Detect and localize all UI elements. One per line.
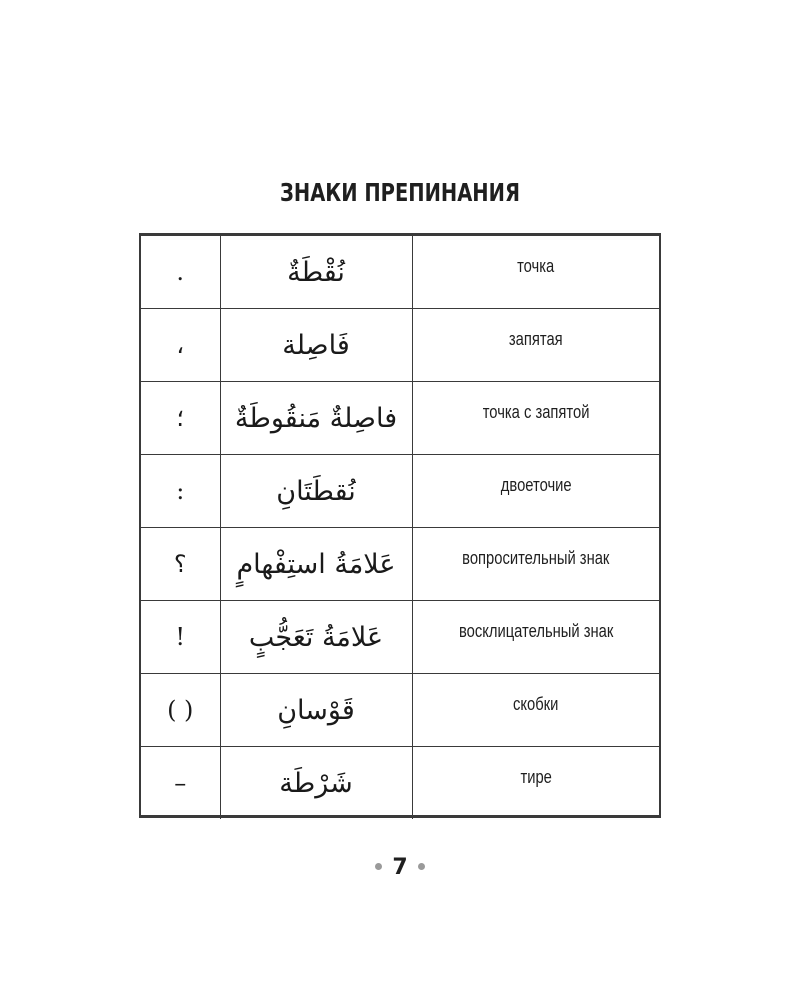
symbol-cell (141, 601, 220, 674)
symbol-cell (141, 236, 220, 309)
arabic-cell (220, 674, 412, 747)
arabic-term: قَوْسانِ (277, 694, 355, 726)
symbol-cell (141, 455, 220, 528)
punctuation-symbol: ، (176, 330, 185, 359)
russian-term: точка (517, 255, 555, 276)
russian-term: тире (520, 766, 552, 787)
table-row (141, 674, 659, 747)
russian-cell (412, 455, 659, 528)
bullet-dot-icon (418, 863, 425, 870)
arabic-term: نُقطَتَانِ (276, 475, 356, 507)
page-title: ЗНАКИ ПРЕПИНАНИЯ (280, 178, 520, 207)
russian-term: двоеточие (500, 474, 572, 495)
arabic-cell (220, 528, 412, 601)
page-number: 7 (392, 855, 408, 880)
russian-term: запятая (508, 328, 563, 349)
table-row (141, 747, 659, 820)
symbol-cell (141, 309, 220, 382)
table-row (141, 455, 659, 528)
russian-cell (412, 236, 659, 309)
arabic-term: فَاصِلة (282, 329, 350, 361)
arabic-cell (220, 601, 412, 674)
arabic-cell (220, 382, 412, 455)
punctuation-symbol: ؛ (176, 403, 185, 432)
punctuation-symbol: ؟ (173, 549, 187, 578)
russian-cell (412, 528, 659, 601)
table-row (141, 601, 659, 674)
table-row (141, 528, 659, 601)
symbol-cell (141, 674, 220, 747)
russian-term: точка с запятой (482, 401, 590, 422)
arabic-term: فاصِلةٌ مَنقُوطَةٌ (234, 402, 398, 434)
table-row (141, 309, 659, 382)
russian-cell (412, 747, 659, 820)
punctuation-symbol: ( ) (167, 695, 194, 724)
table-row (141, 382, 659, 455)
symbol-cell (141, 528, 220, 601)
russian-cell (412, 601, 659, 674)
punctuation-table (139, 233, 661, 818)
arabic-term: عَلامَةُ استِفْهامٍ (236, 548, 396, 580)
arabic-cell (220, 747, 412, 820)
punctuation-symbol: . (176, 257, 185, 286)
russian-cell (412, 382, 659, 455)
punctuation-symbol: : (176, 476, 185, 505)
arabic-cell (220, 309, 412, 382)
russian-term: восклицательный знак (458, 620, 613, 641)
arabic-term: عَلامَةُ تَعَجُّبٍ (248, 621, 384, 653)
arabic-cell (220, 236, 412, 309)
table-row (141, 236, 659, 309)
symbol-cell (141, 747, 220, 820)
symbol-cell (141, 382, 220, 455)
russian-cell (412, 309, 659, 382)
arabic-term: نُقْطَةٌ (287, 256, 345, 288)
punctuation-symbol: ! (175, 622, 186, 651)
arabic-term: شَرْطَة (279, 767, 353, 799)
russian-term: скобки (513, 693, 559, 714)
page-footer (0, 855, 800, 880)
russian-cell (412, 674, 659, 747)
bullet-dot-icon (375, 863, 382, 870)
russian-term: вопросительный знак (462, 547, 610, 568)
arabic-cell (220, 455, 412, 528)
punctuation-symbol: – (174, 768, 187, 797)
